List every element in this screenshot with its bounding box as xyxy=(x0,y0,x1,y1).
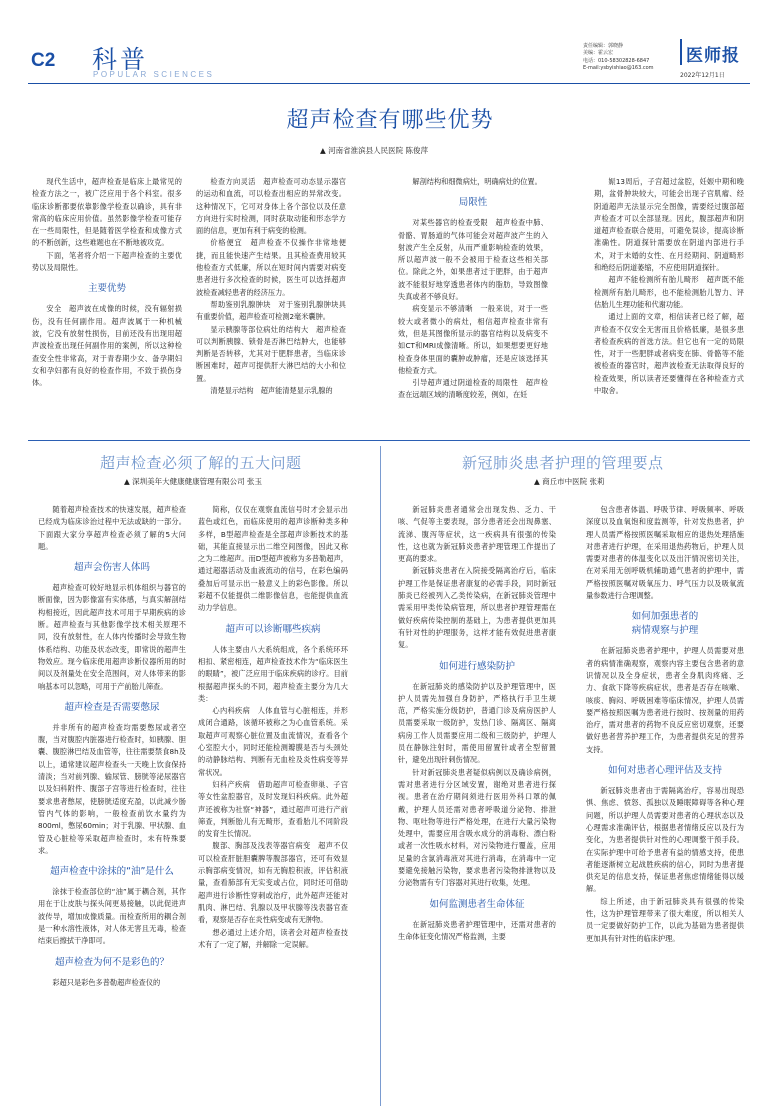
paragraph: 超声不能检测所有胎儿畸形 超声既不能检测所有胎儿畸形，也不能检测胎儿智力、评估胎儿生理功能和代谢功能。 xyxy=(594,275,744,309)
section-heading: 超声会伤害人体吗 xyxy=(73,562,150,574)
section-heading: 如何监测患者生命体征 xyxy=(429,898,525,910)
paragraph: 新冠肺炎患者在入院接受隔离治疗后，临床护理工作是保证患者康复的必需手段，同时新冠肺炎已经被列入乙类传染病，在新冠肺炎管理中需采用甲类传染病管理，所以患者护理管理需在做好疾病传染控制的基础上，为患者提供更加具有针对性的护理服务，这样才能有效促进患者康复。 xyxy=(398,566,556,650)
section-heading: 超声检查是否需要憋尿 xyxy=(64,701,160,713)
section-heading: 主要优势 xyxy=(87,283,126,295)
article3-column-2 xyxy=(586,504,744,1108)
article1-column-4 xyxy=(594,176,744,426)
article1-author: ▲ 河南省淮滨县人民医院 陈俊萍 xyxy=(320,146,429,155)
article1-column-3 xyxy=(398,176,548,426)
paragraph: 帮助鉴别乳腺肿块 对于鉴别乳腺肿块具有重要价值，超声检查可检测2毫米囊肿。 xyxy=(196,299,346,322)
section-heading: 如何对患者心理评估及支持 xyxy=(607,765,722,777)
section-heading: 局限性 xyxy=(458,197,488,209)
credit-email: E-mail:ysbyishiao@163.com xyxy=(583,65,654,72)
paragraph: 下面，笔者将介绍一下超声检查的主要优势以及局限性。 xyxy=(32,250,182,273)
article1-column-1 xyxy=(32,176,182,426)
credit-designer: 美编：霍云宏 xyxy=(583,50,614,57)
paragraph: 安全 超声波在成像的时候，没有辐射损伤，没有任何副作用。超声波属于一种机械波，它没有放射性损伤，目前还没有出现用超声波检查出现任何副作用的案例，所以这种检查安全性非常高，对于青春期少女、备孕期妇女和孕妇都有良好的检查作用，不致于损伤身体。 xyxy=(32,304,182,388)
paragraph: 新冠肺炎患者由于需隔离治疗，容易出现恐惧、焦虑、愤怒、孤独以及睡眠障碍等各种心理问题，所以护理人员需要对患者的心理状态以及心理需求准确评估，根据患者情绪反应以及行为变化，为患者提供针对性的心理调整干预手段。在实际护理中可给予患者有益的情感支持，使患者能逐渐树立起战胜疾病的信心，同时为患者提供充足的信息支持，保证患者焦虑情绪能得以缓解。 xyxy=(586,786,744,894)
paragraph: 清楚显示结构 超声能清楚显示乳腺的 xyxy=(210,386,333,396)
masthead-logo: 医师报 xyxy=(686,46,740,66)
section-heading: 超声检查中涂抹的“油”是什么 xyxy=(50,866,174,878)
page-number: C2 xyxy=(31,50,56,71)
paragraph: 简称，仅仅在观察血流信号时才会显示出蓝色或红色，而临床使用的超声诊断种类多种多样，B型超声检查是全部超声诊断技术的基础，其能直接显示出二维空间图像，因此又称之为二维超声。而D型超声被称为多普勒超声，通过超器活动及血液流动的信号，在彩色编码叠加后可显示出一般意义上的彩色影像。所以彩超不仅能提供二维影像信息，也能提供血流动力学信息。 xyxy=(198,505,348,613)
paragraph: 价格便宜 超声检查不仅操作非常地便捷，而且能快速产生结果。且其检查费用较其他检查方式低廉，所以在短时间内需要对病变患者进行多次检查的时候，医生可以选择超声波检查减轻患者的经济压力。 xyxy=(196,238,346,297)
paragraph: 包含患者体温、呼吸节律、呼吸频率、呼吸深度以及血氧饱和度监测等，针对发热患者，护理人员需严格按照医嘱采取相应的退热处理措施对患者进行护理，在采用退热药物后，护理人员需要对患者的体温变化以及出汗情况密切关注，在对采用无创呼吸机辅助通气患者的护理中，需严格按照医嘱对吸氧压力、呼气压力以及吸氧流量参数进行合理调整。 xyxy=(586,505,744,601)
article1-bottom-rule xyxy=(28,440,750,441)
paragraph: 在新冠肺炎患者护理中，护理人员需要对患者的病情准确观察，观察内容主要包含患者的意识情况以及全身症状，患者全身肌肉疼痛、乏力、食欲下降等疾病症状，患者是否存在咳嗽、咳痰、胸闷、呼吸困难等临床情况，护理人员需要严格按照医嘱为患者进行按时、按剂量的用药治疗，需对患者的药物不良反应密切观察，还要做好患者营养护理工作，为患者提供充足的营养支持。 xyxy=(586,646,744,754)
section-heading: 超声可以诊断哪些疾病 xyxy=(225,623,321,635)
article3-column-1 xyxy=(398,504,556,1108)
section-heading: 如何进行感染防护 xyxy=(438,660,515,672)
paragraph: 在新冠肺炎的感染防护以及护理管理中，医护人员需先加强自身防护，严格执行手卫生规范，严格实施分级防护，普通门诊及病房医护人员需要采取一级防护，发热门诊、隔离区、隔离病房工作人员需要应用二级和三级防护，护理人员在静脉注射时，需使用留置针或者全型留置针，避免出现针刺伤情况。 xyxy=(398,681,556,765)
section-heading: 超声检查为何不是彩色的？ xyxy=(54,956,169,968)
column-divider xyxy=(380,446,381,1106)
paragraph: 并非所有的超声检查均需要憋尿或者空腹，当对腹腔内脏器进行检查时，如胰腺、胆囊、腹腔淋巴结及血管等，往往需要禁食8h及以上，通常建议超声检查头一天晚上饮食保持清淡；当对前列腺、输尿管、膀胱等泌尿器官以及妇科附件、腹部子宫等进行检查时，往往要求患者憋尿，使膀胱适度充盈，以此减少肠管内气体的影响，一般检查前饮水量约为800ml，憋尿60min；对于乳腺、甲状腺、血管及心脏检等采取超声检查时，未有特殊要求。 xyxy=(38,722,186,855)
paragraph: 显示胰腺等部位病灶的结构大 超声检查可以判断胰腺、锁骨是否淋巴结肿大，也能够判断是否转移，尤其对于肥胖患者，当临床诊断困难时，超声可提供肝大淋巴结的大小和位置。 xyxy=(196,324,346,383)
paragraph: 检查方向灵活 超声检查可动态显示器官的运动和血流，可以检查出相应的异常改变。这种情况下，它可对身体上各个部位以及任意方向进行实时检测，同时获取动能和形态学方面的信息，更加有利于病变的检测。 xyxy=(196,177,346,236)
credit-editor: 责任编辑：郭晓静 xyxy=(583,43,624,49)
section-heading: 如何加强患者的 病情观察与护理 xyxy=(631,611,699,637)
article1-title: 超声检查有哪些优势 xyxy=(286,108,494,133)
section-subtitle: POPULAR SCIENCES xyxy=(93,70,215,79)
article2-column-2 xyxy=(198,504,348,1108)
article2-column-1 xyxy=(38,504,186,1108)
paragraph: 引导超声通过阴道检查的局限性 超声检查在远端区域的清晰度较差，例如，在妊 xyxy=(398,378,548,400)
section-title: 科普 xyxy=(92,45,149,74)
paragraph: 通过上面的文章，相信读者已经了解，超声检查不仅安全无害而且价格低廉，是很多患者检查疾病的首选方法。但它也有一定的局限性，对于一些肥胖或者病变在肺、骨骼等不能被检查的器官时，超声波检查无法取得良好的检查效果，所以读者还要懂得在各种检查方式中取舍。 xyxy=(594,312,744,396)
article2-author: ▲ 深圳美年大健康健康管理有限公司 张玉 xyxy=(124,477,263,486)
paragraph: 妇科产疾病 借助超声可检查卵巢、子宫等女性盆腔器官，及时发现妇科疾病。此外超声还被称为社察“神器”，通过超声可进行产前筛查，判断胎儿有无畸形，查看胎儿不同阶段的发育生长情况。 xyxy=(198,779,348,839)
paragraph: 随着超声检查技术的快速发展，超声检查已经成为临床诊治过程中无法或缺的一部分。下面跟大家分享超声检查必须了解的5大问题。 xyxy=(38,505,186,551)
paragraph: 娠13周后，子宫超过盆腔，妊娠中期和晚期，盆骨肿块较大，可能会出现子宫肌瘤、经阴道超声无法显示完全图像，需要经过腹部超声检查才可以全部显现。因此，腹部超声和阴道超声检查联合使用，可避免误诊，提高诊断准确性。阴道探针需要放在阴道内部进行手术，对于未婚的女性、在月经期间、阴道畸形和绝经后阴道萎缩，不应使用阴道探针。 xyxy=(594,177,744,273)
issue-date: 2022年12月1日 xyxy=(680,72,725,79)
paragraph: 彩超只是彩色多普勒超声检查仪的 xyxy=(52,977,161,987)
paragraph: 现代生活中，超声检查是临床上最常见的检查方法之一，被广泛应用于各个科室。很多临床诊断都要依靠影像学检查以确诊，具有非常高的临床应用价值。虽然影像学检查可能存在一些局限性，但是随着医学检查和成像方式的不断创新，这些难题也在不断地被攻克。 xyxy=(32,177,182,248)
article1-column-2 xyxy=(196,176,346,426)
header-rule xyxy=(28,83,750,84)
editor-credits xyxy=(583,43,678,73)
paragraph: 腹部、胸部及浅表等器官病变 超声不仅可以检查肝脏胆囊脾等腹部器官，还可有效显示胸部病变情况，如有无胸腔积液，评估积液量，查看肺部有无实变或占位，同时还可借助超声进行诊断性穿刺或治疗，此外超声还能对肌肉、淋巴结、乳腺以及甲状腺等浅表器官查看，观察是否存在炎性病变或有无肿物。 xyxy=(198,841,348,925)
paragraph: 心内科疾病 人体血管与心脏相连，并形成闭合通路，该循环被称之为心血管系统。采取超声可观察心脏位置及血流情况，查看各个心室腔大小，同时还能检测瓣膜是否与头颈处的动静脉结构、判断有无血栓及炎性病变等异常状况。 xyxy=(198,706,348,777)
paragraph: 超声检查可较好地显示机体组织与器官的断面像，因为影像富有实体感，与真实解剖结构相接近，因此超声技术可用于早期疾病的诊断。超声检查与其他影像学技术相关原理不同，没有放射性，在人体内传播时会导致生物体系结构、功能及状态改变，即常说的超声生物效应。现今临床使用超声诊断仪器所用的时间以及剂量处在安全范围间，对人体带来的影响基本可以忽略，可用于产前胎儿筛查。 xyxy=(38,583,186,691)
paragraph: 对某些器官的检查受限 超声检查中肺、骨骼、胃肠道的气体可能会对超声波产生的入射波产生全反射，从而严重影响检查的效果，所以超声波一般不会被用于检查这些相关部位。除此之外，如果患者过于肥胖，由于超声波不能很好地穿透患者体内的脂肪，导致图像失真或者不够良好。 xyxy=(398,218,548,302)
paragraph: 涂抹于检查部位的“油”属于耦合剂，其作用在于让皮肤与探头间更易接触，以此促进声波传导，增加成像质量。而检查所用的耦合剂是一种水溶性液体，对人体无害且无毒，检查结束后擦拭干净即可。 xyxy=(38,887,186,946)
paragraph: 人体主要由八大系统组成，各个系统环环相扣、紧密相连，超声检查技术作为“临床医生的眼睛”，被广泛应用于临床疾病的诊疗。目前根据超声探头的不同，超声检查主要分为几大类： xyxy=(198,644,348,703)
paragraph: 综上所述，由于新冠肺炎具有很强的传染性，这为护理管理带来了很大难度，所以相关人员一定要做好防护工作，以此为基础为患者提供更加具有针对性的临床护理。 xyxy=(586,896,744,943)
masthead-logo-box xyxy=(680,39,750,65)
paragraph: 新冠肺炎患者通常会出现发热、乏力、干咳、气促等主要表现，部分患者还会出现鼻塞、流涕、腹泻等症状，这一疾病具有很强的传染性，这也就为新冠肺炎患者护理管理工作提出了更高的要求。 xyxy=(398,505,556,564)
paragraph: 想必通过上述介绍，读者会对超声检查技术有了一定了解，并解除一定误解。 xyxy=(198,927,348,949)
paragraph: 在新冠肺炎患者护理管理中，还需对患者的生命体征变化情况严格监测，主要 xyxy=(398,919,556,941)
paragraph: 针对新冠肺炎患者疑似病例以及确诊病例，需对患者进行分区域安置，谢绝对患者进行探视。患者在治疗期间须进行医用外科口罩的佩戴，护理人员还需对患者呼吸道分泌物、排泄物、呕吐物等进行严格处理，在进行大量污染物处理中，需要应用含吸水成分的消毒粉、漂白粉或者一次性吸水材料，对污染物进行覆盖，应用足量的含氯消毒液对其进行消毒，在消毒中一定要避免接触污染物，要求患者污染物排泄物以及分泌物需有专门容器对其进行收集，处理。 xyxy=(398,767,556,888)
paragraph: 解剖结构和细微病灶，明确病灶的位置。 xyxy=(412,177,542,186)
article3-author: ▲ 商丘市中医院 张莉 xyxy=(534,477,605,486)
credit-phone: 电话：010-58302828-6847 xyxy=(583,57,650,64)
article3-title: 新冠肺炎患者护理的管理要点 xyxy=(462,454,664,472)
paragraph: 病变显示不够清晰 一般来说，对于一些较大或者微小的病灶，相信超声检查非常有效，但是其图像所显示的器官结构以及病变不如CT和MRI成像清晰。所以，如果想要更好地检查身体里面的囊肿或肿瘤，还是应该选择其他检查方式。 xyxy=(398,304,548,375)
article2-title: 超声检查必须了解的五大问题 xyxy=(100,454,302,472)
